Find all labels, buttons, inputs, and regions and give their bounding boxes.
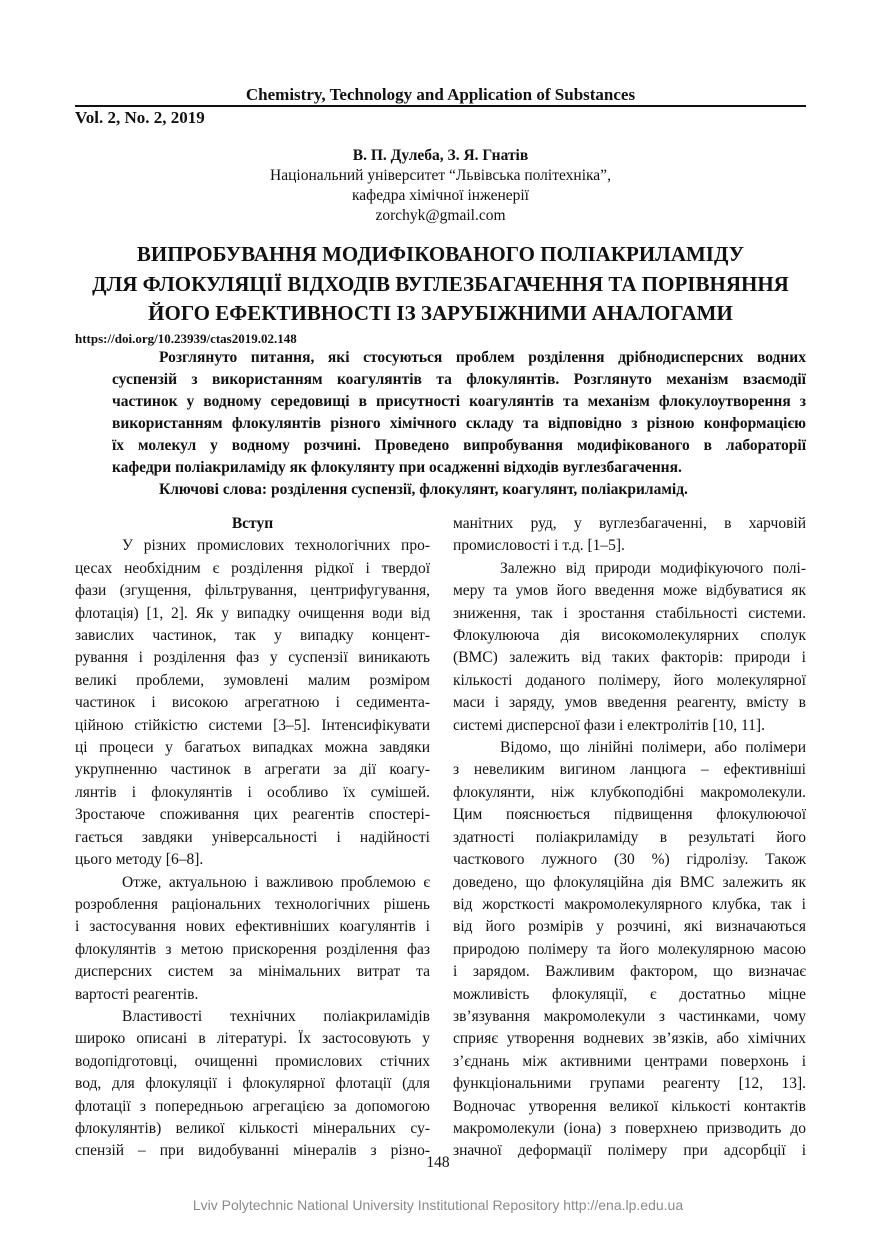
text-line: широко описані в літературі. Їх застосовують у [75,1030,430,1048]
text-line: зв’язування макромолекули з частинками, чому [453,1007,806,1025]
text-line: суспензій з використанням коагулянтів та флокулянтів. Розглянуто механізм взаємодії [112,371,806,388]
text-line: кафедри поліакриламіду як флокулянту при осадженні відходів вуглезбагачення. [112,459,682,476]
text-line: лянтів і флокулянтів і особливо їх сумішей. [75,783,430,801]
text-line: використанням флокулянтів різного хімічного складу та відповідно з різною конформацією [112,415,806,432]
author-email[interactable]: zorchyk@gmail.com [375,207,506,224]
text-line: від його розмірів у розчині, які визначаються [453,918,806,936]
text-line: гається завдяки універсальності і надійності [75,828,430,846]
text-line: флотації з попередньою агрегацією за допомогою [75,1097,430,1115]
text-line: розроблення раціональних технологічних рішень [75,895,430,913]
paragraph [453,513,806,558]
text-line: сприяє утворення водневих зв’язків, або хімічних [453,1030,806,1048]
journal-name: Chemistry, Technology and Application of Substances [245,85,636,104]
text-line: можливість флокуляції, є достатньо міцне [453,985,806,1003]
title-line: ЙОГО ЕФЕКТИВНОСТІ ІЗ ЗАРУБІЖНИМИ АНАЛОГАМИ [148,301,733,325]
text-line: дисперсних систем за мінімальних витрат та [75,963,430,981]
text-line: кількості доданого полімеру, його молекулярної [453,671,806,689]
text-line: водопідготовці, очищенні промислових стічних [75,1052,430,1070]
paragraph [75,872,430,1006]
paragraph [453,558,806,737]
text-line: зниження, так і зростання стабільності системи. [453,604,806,622]
abstract [112,347,806,501]
paragraph [75,535,430,871]
body-column-right [453,513,806,1163]
text-line: цесах необхідним є розділення рідкої і твердої [75,559,430,577]
section-heading: Вступ [231,515,274,532]
text-line: ці процеси у багатьох випадках можна завдяки [75,739,430,757]
title-line: ДЛЯ ФЛОКУЛЯЦІЇ ВІДХОДІВ ВУГЛЕЗБАГАЧЕННЯ ТА ПОРІВНЯННЯ [92,271,789,296]
text-line: спензій – при видобуванні мінералів з різно- [75,1142,430,1160]
text-line: Розглянуто питання, які стосуються проблем розділення дрібнодисперсних водних [159,349,806,366]
text-line: Отже, актуальною і важливою проблемою є [122,873,430,891]
text-line: рування і розділення фаз у суспензії виникають [75,649,430,667]
text-line: Цим пояснюється підвищення флокулюючої [453,806,806,824]
text-line: частинок у водному середовищі в присутності коагулянтів та механізм флокулоутворення з [112,393,806,410]
text-line: флотація) [1, 2]. Як у випадку очищення води від [75,604,430,622]
title-line: ВИПРОБУВАННЯ МОДИФІКОВАНОГО ПОЛІАКРИЛАМІДУ [136,242,745,266]
text-line: манітних руд, у вуглезбагаченні, в харчовій [453,515,806,532]
text-line: (ВМС) залежить від таких факторів: природи і [453,649,806,667]
text-line: укрупненню частинок в агрегати за дії коагу- [75,761,430,779]
text-line: з невеликим вигином ланцюга – ефективніші [453,761,806,779]
affiliation-department: кафедра хімічної інженерії [351,187,529,204]
affiliation-university: Національний університет “Львівська політехніка”, [270,167,611,184]
text-line: У різних промислових технологічних про- [122,537,430,555]
text-line: Водночас утворення великої кількості контактів [453,1097,806,1115]
doi-link[interactable]: https://doi.org/10.23939/ctas2019.02.148 [75,331,297,346]
text-line: з’єднань між активними центрами поверхонь і [453,1052,806,1070]
text-line: вод, для флокуляції і флокулярної флотації (для [75,1075,430,1093]
text-line: частинок і високою агрегатною і седимента- [75,694,430,712]
text-line: промисловості і т.д. [1–5]. [453,537,625,555]
text-line: здатності поліакриламіду в результаті його [453,828,806,846]
author-block [75,146,806,226]
text-line: великі проблеми, зумовлені малим розміром [75,671,430,689]
text-line: макромолекули (іона) з поверхнею призводить до [453,1119,806,1137]
text-line: меру та умов його введення може відбуватися як [453,582,806,600]
text-line: флокулянти, ніж клубкоподібні макромолекули. [453,783,806,801]
text-line: ційною стійкістю системи [3–5]. Інтенсифікувати [75,716,430,734]
text-line: функціональними групами реагенту [12, 13]. [453,1075,806,1093]
text-line: флокулянтів) великої кількості мінеральних су- [75,1119,430,1137]
text-line: Властивості технічних поліакриламідів [122,1007,430,1025]
text-line: і застосування нових ефективніших коагулянтів і [75,918,430,936]
article-title [75,240,806,329]
paragraph [453,737,806,1163]
text-line: Зростаюче споживання цих реагентів спостері- [75,806,430,824]
keywords: Ключові слова: розділення суспензії, флокулянт, коагулянт, поліакриламід. [159,481,688,498]
text-line: Залежно від природи модифікуючого полі- [500,559,806,577]
text-line: доведено, що флокуляційна дія ВМС залежить як [453,873,806,891]
text-line: Відомо, що лінійні полімери, або полімери [500,739,806,757]
text-line: від жорсткості макромолекулярного клубка, так і [453,895,806,913]
text-line: системі дисперсної фази і електролітів [10, 11]. [453,716,765,734]
paragraph [75,1006,430,1163]
text-line: часткового лужного (30 %) гідролізу. Також [453,851,806,869]
text-line: фази (згущення, фільтрування, центрифугування, [75,582,430,600]
text-line: природою полімеру та його молекулярною масою [453,940,806,958]
text-line: маси і заряду, умов введення реагенту, вмісту в [453,694,806,712]
body-column-left [75,513,430,1163]
text-line: їх молекул у водному розчині. Проведено випробування модифікованого в лабораторії [112,437,806,454]
text-line: цього методу [6–8]. [75,851,204,869]
text-line: завислих частинок, так у випадку концент- [75,627,430,645]
repository-footer[interactable]: Lviv Polytechnic National University Institutional Repository http://ena.lp.edu.ua [192,1197,684,1213]
author-names: В. П. Дулеба, З. Я. Гнатів [352,147,529,164]
header-rule [75,105,806,107]
text-line: флокулянтів з метою прискорення розділення фаз [75,940,430,958]
text-line: Флокулююча дія високомолекулярних сполук [453,627,806,645]
text-line: і зарядом. Важливим фактором, що визначає [453,963,806,981]
page-number: 148 [426,1154,450,1171]
text-line: вартості реагентів. [75,985,199,1003]
volume-info: Vol. 2, No. 2, 2019 [75,108,205,127]
text-line: значної деформації полімеру при адсорбції і [453,1142,806,1160]
